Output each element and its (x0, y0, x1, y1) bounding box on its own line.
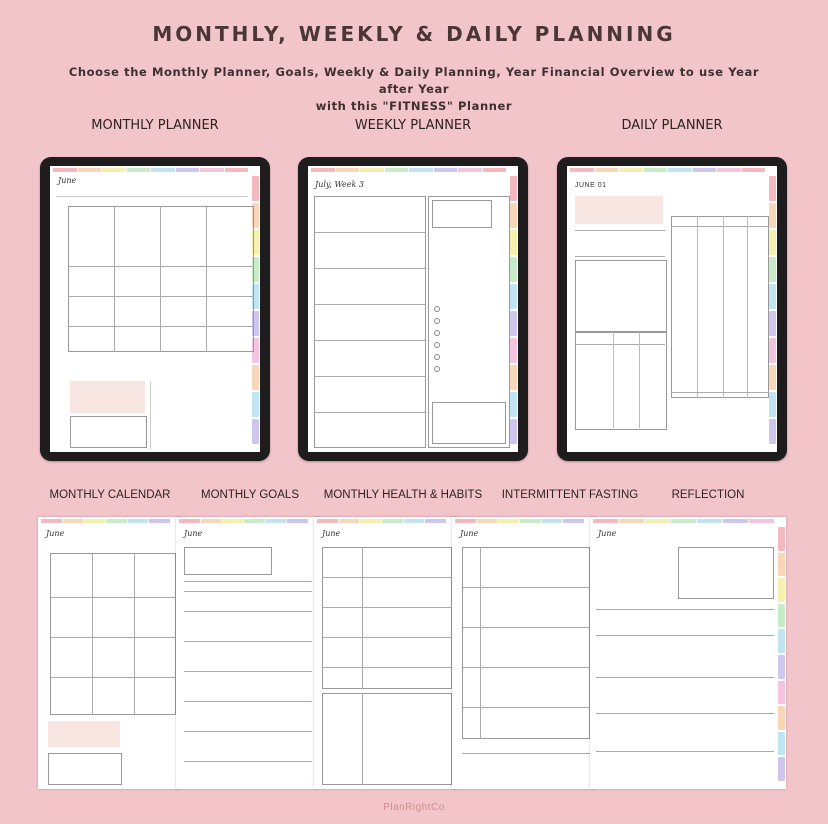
page-intermittent-fasting[interactable] (452, 517, 596, 789)
section-weekly-planner: WEEKLY PLANNER (354, 118, 472, 133)
label-reflection: REFLECTION (671, 489, 745, 501)
tablet-monthly-planner (40, 157, 270, 461)
monthly-planner-screen[interactable] (50, 166, 260, 452)
top-tab-bar (593, 519, 774, 523)
section-daily-planner: DAILY PLANNER (621, 118, 723, 133)
page-reflection[interactable] (590, 517, 786, 789)
page-monthly-calendar[interactable] (38, 517, 182, 789)
calendar-month-title: June (46, 529, 65, 538)
brand-footer: PlanRightCo (383, 802, 445, 813)
schedule-grid (671, 216, 769, 398)
top-tab-bar (311, 168, 506, 172)
goals-month-title: June (184, 529, 203, 538)
label-monthly-health: MONTHLY HEALTH & HABITS (323, 489, 483, 501)
tablet-weekly-planner (298, 157, 528, 461)
section-monthly-planner: MONTHLY PLANNER (91, 118, 219, 133)
month-title: June (58, 176, 77, 185)
top-tab-bar (317, 519, 446, 523)
page-subtitle (60, 64, 768, 115)
week-days-column (314, 196, 426, 448)
side-tab-bar (510, 176, 517, 444)
top-tab-bar (455, 519, 584, 523)
label-monthly-calendar: MONTHLY CALENDAR (49, 489, 171, 501)
week-title: July, Week 3 (315, 180, 364, 189)
daily-planner-screen[interactable] (567, 166, 777, 452)
label-intermittent-fasting: INTERMITTENT FASTING (501, 489, 639, 501)
side-tab-bar (769, 176, 776, 444)
side-tab-bar (778, 527, 785, 781)
health-month-title: June (322, 529, 341, 538)
fasting-month-title: June (460, 529, 479, 538)
page-monthly-health[interactable] (314, 517, 458, 789)
subtitle-line-2: with this "FITNESS" Planner (315, 99, 513, 113)
top-tab-bar (53, 168, 248, 172)
top-tab-bar (570, 168, 765, 172)
weekly-planner-screen[interactable] (308, 166, 518, 452)
reflection-month-title: June (598, 529, 617, 538)
day-title: JUNE 01 (575, 182, 607, 189)
label-monthly-goals: MONTHLY GOALS (201, 489, 299, 501)
calendar-grid (68, 206, 254, 352)
subtitle-line-1: Choose the Monthly Planner, Goals, Weekly & Daily Planning, Year Financial Overview to use Year after Year (68, 65, 760, 96)
tablet-daily-planner (557, 157, 787, 461)
top-tab-bar (179, 519, 308, 523)
page-title: MONTHLY, WEEKLY & DAILY PLANNING (152, 22, 676, 46)
top-tab-bar (41, 519, 170, 523)
page-monthly-goals[interactable] (176, 517, 320, 789)
